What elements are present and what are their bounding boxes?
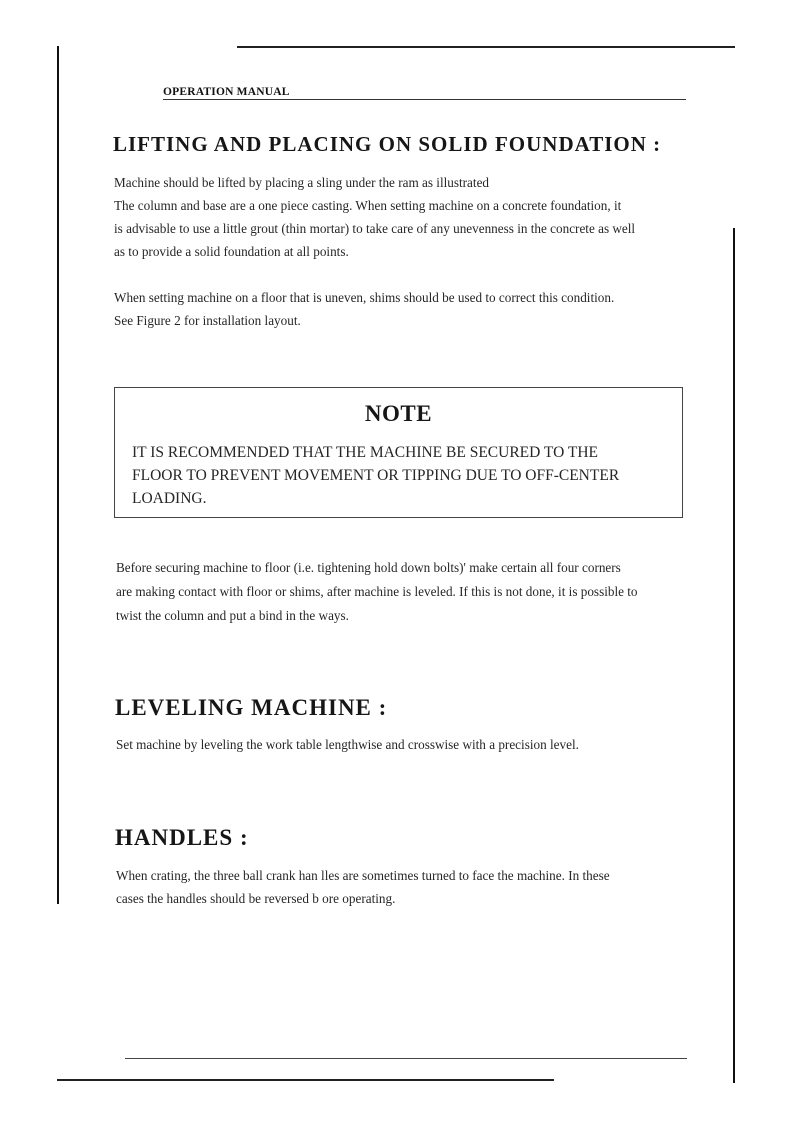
lifting-paragraph-2: [114, 286, 614, 332]
note-text: [132, 441, 619, 510]
lifting-heading: LIFTING AND PLACING ON SOLID FOUNDATION :: [113, 132, 662, 156]
text-line: LOADING.: [132, 490, 207, 507]
text-line: twist the column and put a bind in the ways.: [116, 608, 349, 623]
text-line: The column and base are a one piece casting. When setting machine on a concrete foundation, it: [114, 198, 622, 213]
text-line: FLOOR TO PREVENT MOVEMENT OR TIPPING DUE TO OFF-CENTER: [132, 467, 620, 484]
top-scan-edge: [237, 46, 735, 48]
leveling-heading: LEVELING MACHINE :: [115, 695, 388, 720]
header-rule: [163, 99, 686, 100]
note-box: [114, 387, 683, 518]
lifting-paragraph-1: [114, 171, 635, 263]
text-line: is advisable to use a little grout (thin mortar) to take care of any unevenness in the concrete as well: [114, 221, 636, 236]
note-title: NOTE: [364, 401, 433, 426]
text-line: IT IS RECOMMENDED THAT THE MACHINE BE SECURED TO THE: [132, 444, 599, 461]
text-line: Machine should be lifted by placing a sling under the ram as illustrated: [114, 175, 490, 190]
text-line: Set machine by leveling the work table lengthwise and crosswise with a precision level.: [116, 737, 579, 752]
text-line: When setting machine on a floor that is uneven, shims should be used to correct this condition.: [114, 290, 615, 305]
text-line: Before securing machine to floor (i.e. tightening hold down bolts)' make certain all four corners: [116, 560, 621, 575]
text-line: When crating, the three ball crank han lles are sometimes turned to face the machine. In these: [116, 868, 610, 883]
bottom-scan-edge: [57, 1079, 554, 1081]
left-scan-edge: [57, 46, 59, 904]
right-scan-edge: [733, 228, 735, 1083]
footer-rule: [125, 1058, 687, 1059]
handles-heading: HANDLES :: [115, 825, 249, 850]
securing-paragraph: [116, 556, 638, 628]
handles-paragraph: [116, 864, 610, 910]
text-line: cases the handles should be reversed b ore operating.: [116, 891, 396, 906]
text-line: as to provide a solid foundation at all points.: [114, 244, 349, 259]
text-line: See Figure 2 for installation layout.: [114, 313, 301, 328]
text-line: are making contact with floor or shims, after machine is leveled. If this is not done, it is possible to: [116, 584, 638, 599]
manual-header: OPERATION MANUAL: [163, 86, 290, 98]
leveling-paragraph: [116, 733, 579, 756]
